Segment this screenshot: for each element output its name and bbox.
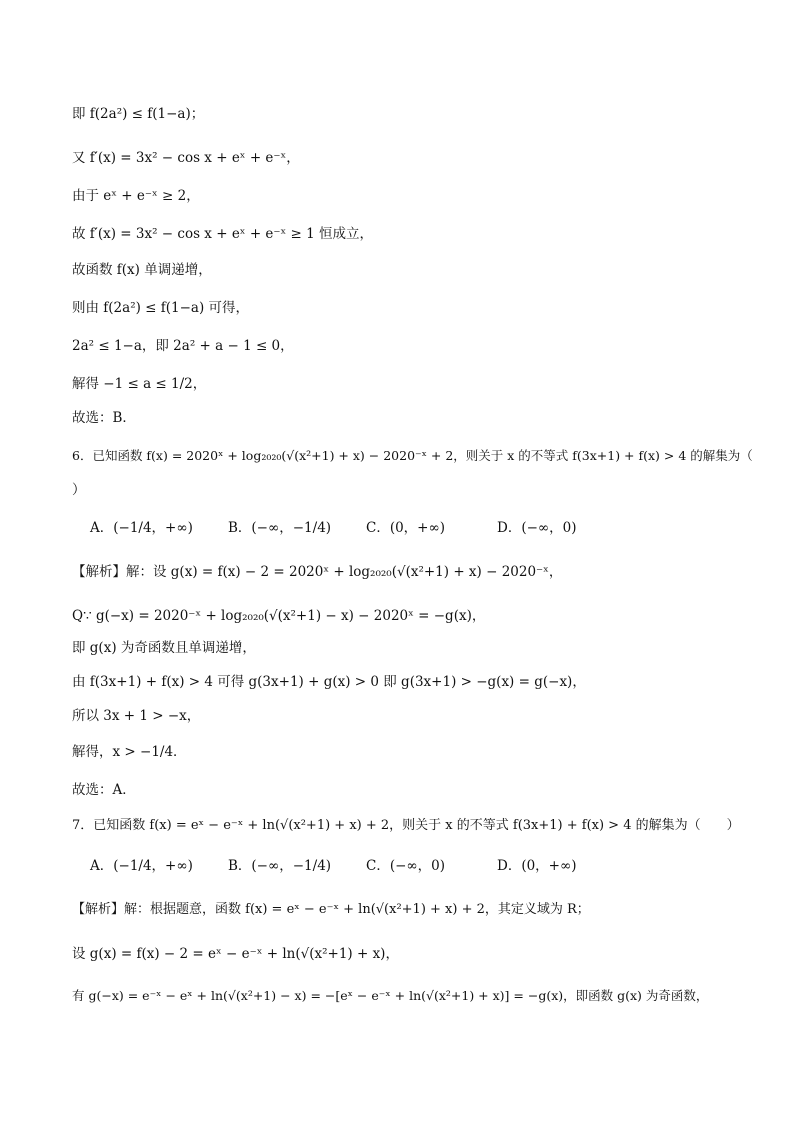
solution-line: Q∵ g(−x) = 2020⁻ˣ + log₂₀₂₀(√(x²+1) − x) − 2020ˣ = −g(x)， <box>72 608 486 624</box>
solution-line: 【解析】解：根据题意，函数 f(x) = eˣ − e⁻ˣ + ln(√(x²+1) + x) + 2，其定义域为 R； <box>72 902 590 917</box>
solution-line: 所以 3x + 1 > −x， <box>72 708 201 724</box>
question-7: 7．已知函数 f(x) = eˣ − e⁻ˣ + ln(√(x²+1) + x) + 2，则关于 x 的不等式 f(3x+1) + f(x) > 4 的解集为（ ） <box>72 818 740 833</box>
solution-line: 故选：A． <box>72 782 136 798</box>
text-line: 即 f(2a²) ≤ f(1−a)； <box>72 106 205 122</box>
text-line: 2a² ≤ 1−a，即 2a² + a − 1 ≤ 0， <box>72 338 294 354</box>
option-a: A．(−1/4，+∞) <box>90 520 193 536</box>
question-6-close: ） <box>72 482 86 498</box>
solution-line: 即 g(x) 为奇函数且单调递增， <box>72 640 256 656</box>
text-line: 则由 f(2a²) ≤ f(1−a) 可得， <box>72 300 250 316</box>
solution-line: 【解析】解：设 g(x) = f(x) − 2 = 2020ˣ + log₂₀₂₀(√(x²+1) + x) − 2020⁻ˣ， <box>72 564 563 580</box>
solution-line: 由 f(3x+1) + f(x) > 4 可得 g(3x+1) + g(x) > 0 即 g(3x+1) > −g(x) = g(−x)， <box>72 674 586 690</box>
text-line: 又 f′(x) = 3x² − cos x + eˣ + e⁻ˣ， <box>72 150 300 166</box>
text-line: 解得 −1 ≤ a ≤ 1/2， <box>72 376 207 392</box>
option-c: C．(0，+∞) <box>366 520 446 536</box>
solution-line: 设 g(x) = f(x) − 2 = eˣ − e⁻ˣ + ln(√(x²+1) + x)， <box>72 946 399 962</box>
text-line: 故 f′(x) = 3x² − cos x + eˣ + e⁻ˣ ≥ 1 恒成立， <box>72 226 374 242</box>
option-c: C．(−∞，0) <box>366 858 446 874</box>
option-a: A．(−1/4，+∞) <box>90 858 193 874</box>
option-b: B．(−∞，−1/4) <box>228 858 332 874</box>
solution-line: 解得，x > −1/4． <box>72 744 187 760</box>
option-d: D．(−∞，0) <box>497 520 577 536</box>
text-line: 由于 eˣ + e⁻ˣ ≥ 2， <box>72 188 200 204</box>
option-d: D．(0，+∞) <box>497 858 577 874</box>
solution-line: 有 g(−x) = e⁻ˣ − eˣ + ln(√(x²+1) − x) = −[eˣ − e⁻ˣ + ln(√(x²+1) + x)] = −g(x)，即函数 g(x) 为奇函数， <box>72 988 709 1003</box>
text-line: 故函数 f(x) 单调递增， <box>72 262 212 278</box>
text-line: 故选：B． <box>72 410 136 426</box>
option-b: B．(−∞，−1/4) <box>228 520 332 536</box>
question-6: 6．已知函数 f(x) = 2020ˣ + log₂₀₂₀(√(x²+1) + x) − 2020⁻ˣ + 2，则关于 x 的不等式 f(3x+1) + f(x) > 4 的解集为（ <box>72 448 753 463</box>
